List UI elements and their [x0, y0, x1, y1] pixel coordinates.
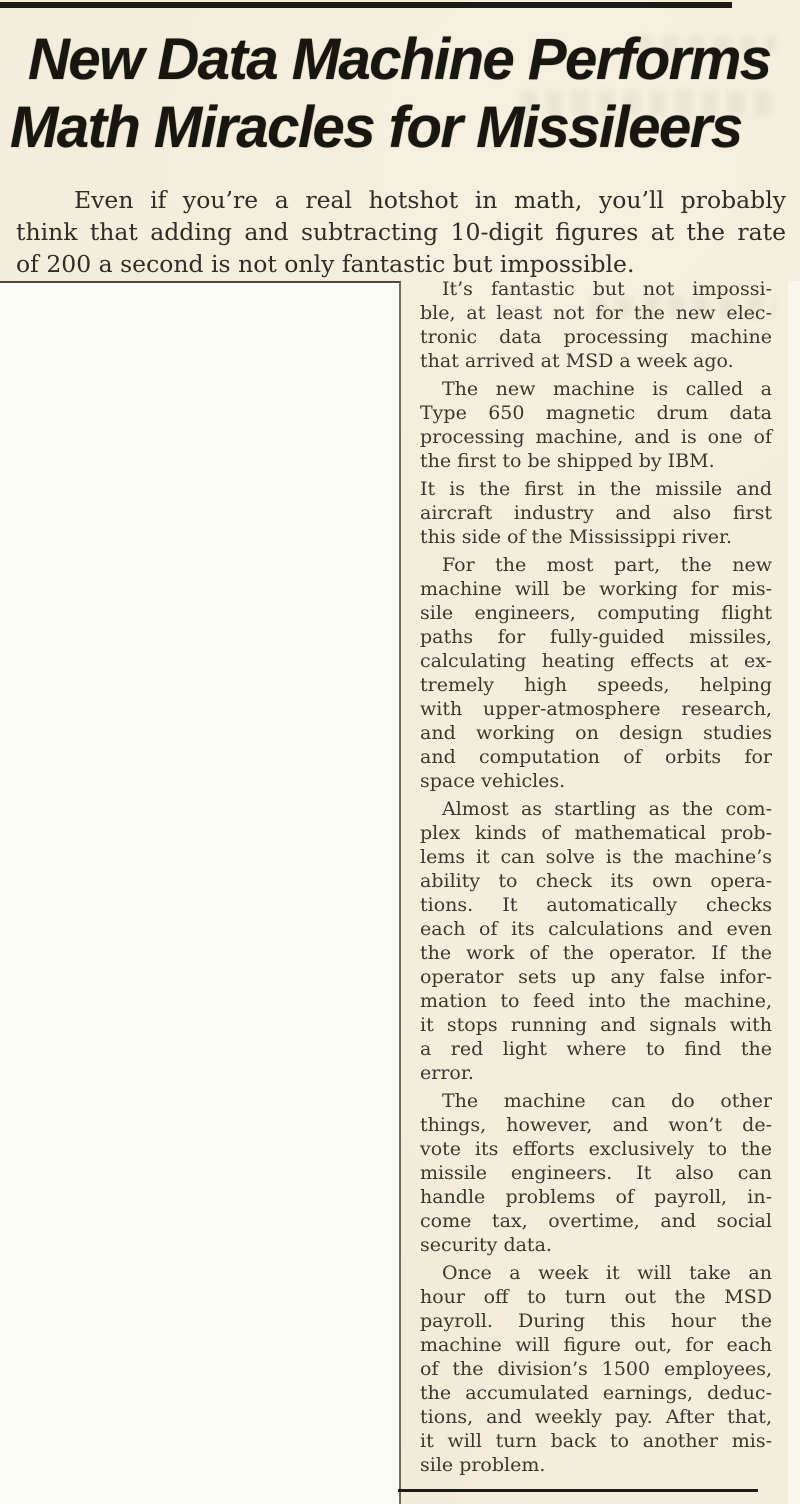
headline-line-2: Math Miracles for Missileers [10, 95, 742, 160]
article-paragraph [420, 1089, 772, 1257]
text-line: that arrived at MSD a week ago. [420, 350, 734, 372]
article-headline [10, 26, 794, 162]
text-line: Almost as startling as the com- [442, 798, 772, 820]
text-line: vote its efforts exclusively to the [420, 1138, 772, 1160]
text-line: of the division’s 1500 employees, [420, 1358, 772, 1380]
text-line: sile engineers, computing flight [420, 602, 772, 624]
text-line: sile problem. [420, 1454, 546, 1476]
text-line: tronic data processing machine [420, 326, 772, 348]
text-line: The machine can do other [442, 1090, 772, 1112]
text-line: aircraft industry and also first [420, 502, 772, 524]
text-line: hour off to turn out the MSD [420, 1286, 772, 1308]
text-line: and working on design studies [420, 722, 772, 744]
text-line: plex kinds of mathematical prob- [420, 822, 772, 844]
text-line: Once a week it will take an [442, 1262, 772, 1284]
text-line: handle problems of payroll, in- [420, 1186, 772, 1208]
text-line: It’s fantastic but not impossi- [442, 278, 772, 300]
text-line: For the most part, the new [442, 554, 772, 576]
article-paragraph [420, 1261, 772, 1477]
text-line: It is the first in the missile and [420, 478, 772, 500]
article-column [420, 277, 772, 1481]
clipping-top-edge-rule [0, 2, 732, 8]
text-line: The new machine is called a [442, 378, 772, 400]
text-line: a red light where to find the [420, 1038, 772, 1060]
text-line: think that adding and subtracting 10-digit figures at the rate [16, 218, 786, 246]
text-line: security data. [420, 1234, 552, 1256]
text-line: Type 650 magnetic drum data [420, 402, 772, 424]
text-line: error. [420, 1062, 474, 1084]
text-line: calculating heating effects at ex- [420, 650, 772, 672]
article-paragraph [420, 553, 772, 793]
text-line: processing machine, and is one of [420, 426, 772, 448]
text-line: payroll. During this hour the [420, 1310, 772, 1332]
text-line: tremely high speeds, helping [420, 674, 772, 696]
text-line: and computation of orbits for [420, 746, 772, 768]
article-paragraph [420, 277, 772, 373]
text-line: of 200 a second is not only fantastic but impossible. [16, 250, 635, 278]
photo-cutout-area [0, 281, 401, 1504]
text-line: it will turn back to another mis- [420, 1430, 772, 1452]
text-line: missile engineers. It also can [420, 1162, 772, 1184]
text-line: lems it can solve is the machine’s [420, 846, 772, 868]
clipping-right-edge [788, 281, 800, 1504]
headline-line-1: New Data Machine Performs [28, 27, 771, 92]
text-line: it stops running and signals with [420, 1014, 772, 1036]
text-line: with upper-atmosphere research, [420, 698, 772, 720]
text-line: the accumulated earnings, deduc- [420, 1382, 772, 1404]
text-line: things, however, and won’t de- [420, 1114, 772, 1136]
article-paragraph [420, 377, 772, 473]
text-line: come tax, overtime, and social [420, 1210, 772, 1232]
text-line: machine will figure out, for each [420, 1334, 772, 1356]
text-line: space vehicles. [420, 770, 566, 792]
text-line: ble, at least not for the new elec- [420, 302, 772, 324]
article-paragraph [420, 797, 772, 1085]
text-line: this side of the Mississippi river. [420, 526, 732, 548]
lede-paragraph [16, 184, 786, 280]
text-line: mation to feed into the machine, [420, 990, 772, 1012]
text-line: Even if you’re a real hotshot in math, you’ll probably [74, 186, 786, 214]
text-line: the first to be shipped by IBM. [420, 450, 715, 472]
text-line: machine will be working for mis- [420, 578, 772, 600]
text-line: tions. It automatically checks [420, 894, 772, 916]
text-line: tions, and weekly pay. After that, [420, 1406, 772, 1428]
text-line: paths for fully-guided missiles, [420, 626, 772, 648]
article-paragraph [420, 477, 772, 549]
text-line: ability to check its own opera- [420, 870, 772, 892]
text-line: each of its calculations and even [420, 918, 772, 940]
text-line: the work of the operator. If the [420, 942, 772, 964]
text-line: operator sets up any false infor- [420, 966, 772, 988]
article-end-rule [398, 1489, 758, 1492]
